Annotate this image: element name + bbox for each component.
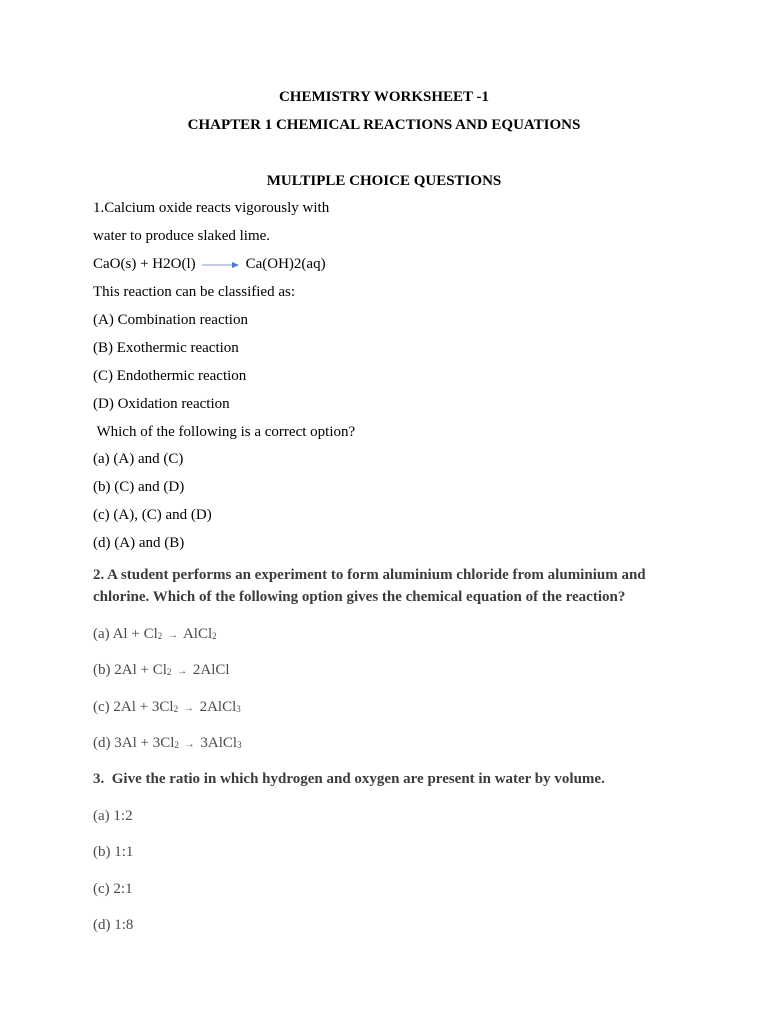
q3-option-a: (a) 1:2 bbox=[93, 808, 133, 824]
chapter-title: CHAPTER 1 CHEMICAL REACTIONS AND EQUATIONS bbox=[187, 117, 581, 133]
right-arrow-icon bbox=[200, 260, 240, 270]
q1-statement-c: (C) Endothermic reaction bbox=[93, 368, 247, 384]
arrow-icon: → bbox=[184, 739, 195, 750]
q1-text-line2: water to produce slaked lime. bbox=[93, 228, 271, 244]
q1-prompt: This reaction can be classified as: bbox=[93, 284, 296, 300]
q1-option-b: (b) (C) and (D) bbox=[93, 479, 185, 495]
q1-option-d: (d) (A) and (B) bbox=[93, 535, 185, 551]
arrow-icon: → bbox=[183, 703, 194, 714]
q1-option-a: (a) (A) and (C) bbox=[93, 451, 184, 467]
q1-equation bbox=[93, 255, 326, 273]
q1-equation-products: Ca(OH)2(aq) bbox=[245, 256, 326, 272]
worksheet-title: CHEMISTRY WORKSHEET -1 bbox=[278, 89, 490, 105]
q1-statement-d: (D) Oxidation reaction bbox=[93, 396, 230, 412]
arrow-icon: → bbox=[177, 666, 188, 677]
q2-option-a: (a) $Al + Cl_2$ → AlCl$_2$ bbox=[93, 626, 217, 642]
q2-option-b: (b) $2Al + Cl_2$ → 2AlCl bbox=[93, 662, 230, 678]
q2-option-d: (d) $3Al + 3Cl_2$ → 3AlCl$_3$ bbox=[93, 735, 242, 751]
q3-option-c: (c) 2:1 bbox=[93, 881, 133, 897]
section-title: MULTIPLE CHOICE QUESTIONS bbox=[266, 173, 502, 189]
q1-question: Which of the following is a correct option? bbox=[93, 424, 356, 440]
q1-option-c: (c) (A), (C) and (D) bbox=[93, 507, 212, 523]
q2-text: 2. A student performs an experiment to form aluminium chloride from aluminium and chlorine. Which of the following option gives the chemical equation of the reaction? bbox=[93, 567, 646, 605]
q1-equation-reactants: CaO(s) + H2O(l) bbox=[93, 256, 196, 272]
q3-option-d: (d) 1:8 bbox=[93, 917, 134, 933]
q3-option-b: (b) 1:1 bbox=[93, 844, 134, 860]
q3-text: 3. Give the ratio in which hydrogen and oxygen are present in water by volume. bbox=[93, 771, 605, 787]
arrow-icon: → bbox=[168, 630, 178, 641]
q2-option-c: (c) $2Al + 3Cl_2$ → 2AlCl$_3$ bbox=[93, 699, 241, 715]
q1-statement-a: (A) Combination reaction bbox=[93, 312, 248, 328]
q1-text-line1: 1.Calcium oxide reacts vigorously with bbox=[93, 200, 330, 216]
q1-statement-b: (B) Exothermic reaction bbox=[93, 340, 239, 356]
